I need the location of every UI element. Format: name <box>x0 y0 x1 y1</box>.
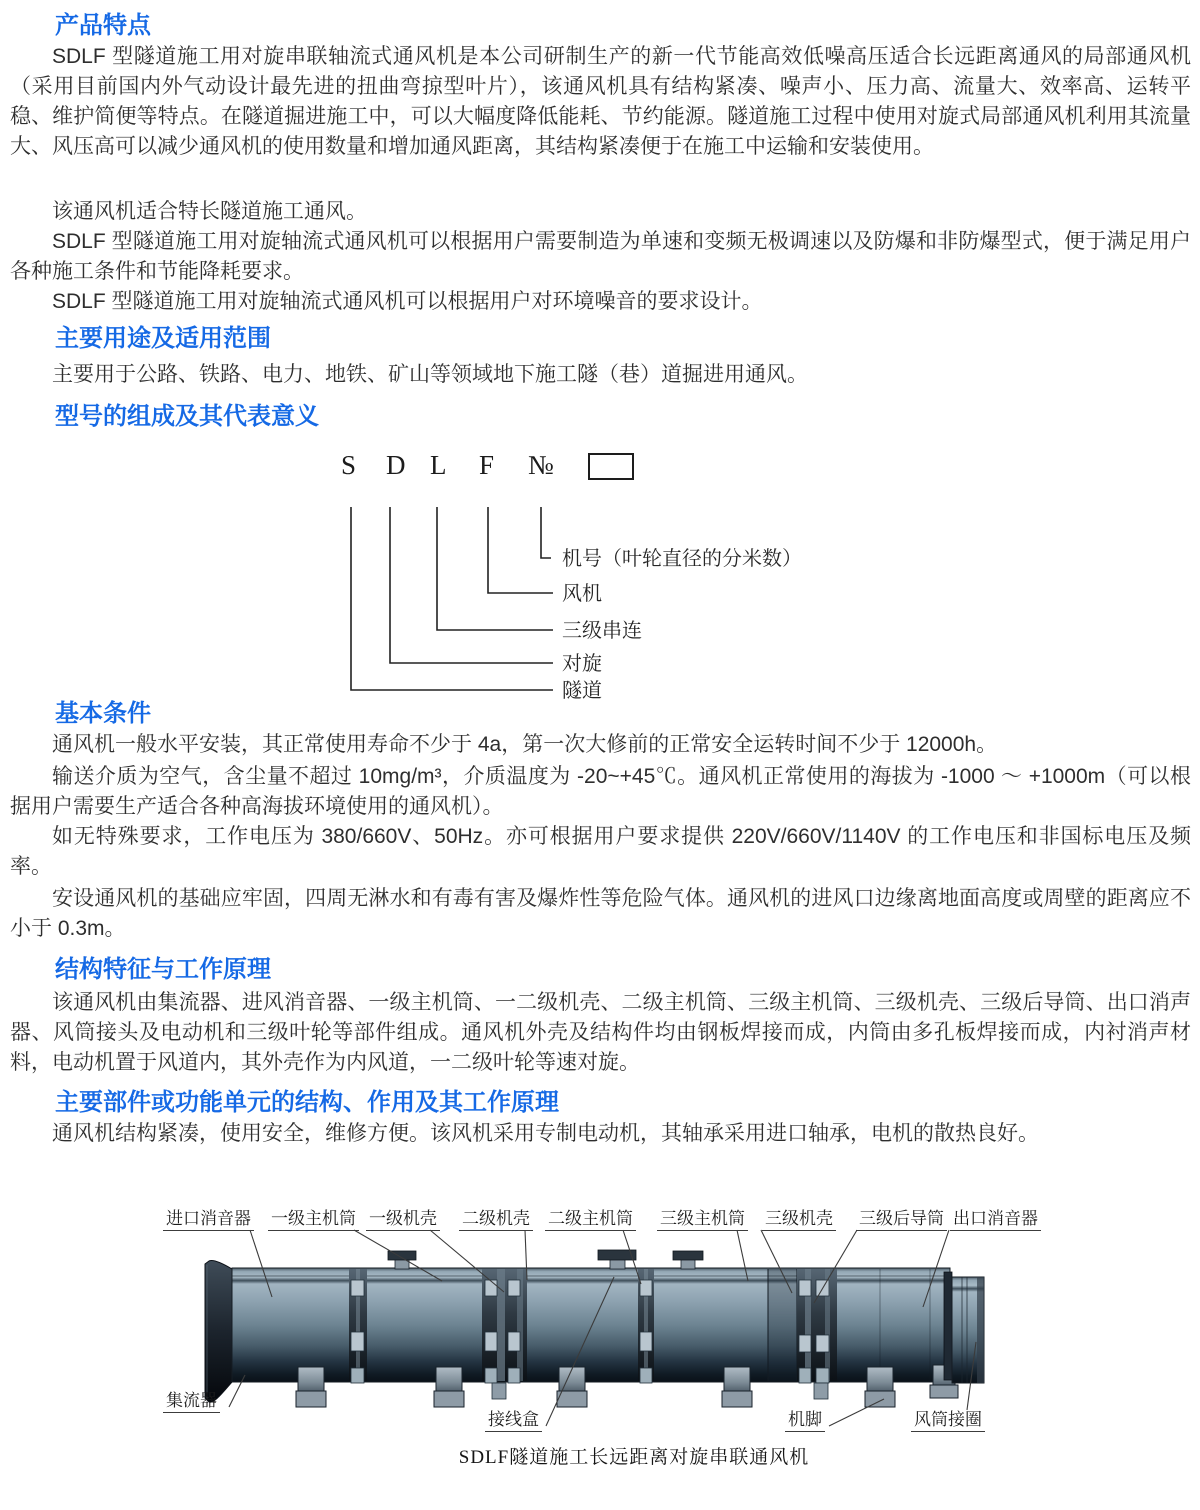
paragraph: 通风机一般水平安装，其正常使用寿命不少于 4a，第一次大修前的正常安全运转时间不少于 12000h。 <box>52 733 998 756</box>
connector-line-l <box>437 507 553 630</box>
label-collector: 集流器 <box>163 1390 220 1413</box>
paragraph: 主要用于公路、铁路、电力、地铁、矿山等领域地下施工隧（巷）道掘进用通风。 <box>52 363 808 386</box>
model-label-fan: 风机 <box>562 583 602 605</box>
paragraph: 通风机结构紧凑，使用安全，维修方便。该风机采用专制电动机，其轴承采用进口轴承，电机的散热良好。 <box>52 1122 1039 1145</box>
model-code-diagram <box>0 430 1200 702</box>
code-letter-s: S <box>341 450 357 480</box>
label-inlet-silencer: 进口消音器 <box>163 1208 254 1231</box>
section-heading-features: 产品特点 <box>55 12 151 39</box>
label-junction-box: 接线盒 <box>485 1409 542 1432</box>
paragraph: SDLF 型隧道施工用对旋轴流式通风机可以根据用户对环境噪音的要求设计。 <box>52 290 763 313</box>
outlet-transition <box>944 1272 952 1380</box>
fan-main-body <box>232 1268 950 1382</box>
connector-line-d <box>390 507 553 663</box>
label-stage2-main-tube: 二级主机筒 <box>545 1208 636 1231</box>
label-stage3-casing: 三级机壳 <box>762 1208 836 1231</box>
label-outlet-silencer: 出口消音器 <box>950 1208 1041 1231</box>
flange-band-1 <box>349 1269 367 1383</box>
fan-diagram-caption: SDLF隧道施工长远距离对旋串联通风机 <box>458 1447 810 1468</box>
paragraph: SDLF 型隧道施工用对旋轴流式通风机可以根据用户需要制造为单速和变频无极调速以及防爆和非防爆型式，便于满足用户各种施工条件和节能降耗要求。 <box>10 230 1191 283</box>
paragraph: 输送介质为空气，含尘量不超过 10mg/m³，介质温度为 -20~+45℃。通风机正常使用的海拔为 -1000 ～ +1000m（可以根据用户需要生产适合各种高海拔环境使用的通风机）。 <box>10 765 1191 818</box>
fan-technical-drawing <box>0 1185 1200 1490</box>
code-letter-l: L <box>430 450 447 480</box>
label-stage1-casing: 一级机壳 <box>366 1208 440 1231</box>
paragraph: 该通风机由集流器、进风消音器、一级主机筒、一二级机壳、二级主机筒、三级主机筒、三级机壳、三级后导筒、出口消声器、风筒接头及电动机和三级叶轮等部件组成。通风机外壳及结构件均由钢板焊接而成，内筒由多孔板焊接而成，内衬消声材料，电动机置于风道内，其外壳作为内风道，一二级叶轮等速对旋。 <box>10 991 1191 1074</box>
flange-band-2 <box>482 1269 527 1399</box>
connector-line-no <box>541 507 551 558</box>
model-size-box <box>588 453 634 480</box>
section-heading-components: 主要部件或功能单元的结构、作用及其工作原理 <box>55 1089 559 1116</box>
collector-bell <box>205 1260 232 1402</box>
paragraph: 如无特殊要求，工作电压为 380/660V、50Hz。亦可根据用户要求提供 220V/660V/1140V 的工作电压和非国标电压及频率。 <box>10 825 1191 878</box>
paragraph: 该通风机适合特长隧道施工通风。 <box>52 200 367 223</box>
label-stage3-main-tube: 三级主机筒 <box>657 1208 748 1231</box>
label-rear-guide-tube: 三级后导筒 <box>856 1208 947 1231</box>
flange-band-3 <box>638 1269 654 1383</box>
label-stage2-casing: 二级机壳 <box>459 1208 533 1231</box>
section-heading-conditions: 基本条件 <box>55 700 151 727</box>
junction-boxes <box>388 1250 703 1269</box>
flange-band-4 <box>797 1269 837 1399</box>
connector-line-f <box>488 507 553 593</box>
label-stage1-main-tube: 一级主机筒 <box>268 1208 359 1231</box>
section-heading-structure: 结构特征与工作原理 <box>55 956 271 983</box>
paragraph: SDLF 型隧道施工用对旋串联轴流式通风机是本公司研制生产的新一代节能高效低噪高压适合长远距离通风的局部通风机（采用目前国内外气动设计最先进的扭曲弯掠型叶片），该通风机具有结构紧凑、噪声小、压力高、流量大、效率高、运转平稳、维护简便等特点。在隧道掘进施工中，可以大幅度降低能耗、节约能源。隧道施工过程中使用对旋式局部通风机利用其流量大、风压高可以减少通风机的使用数量和增加通风距离，其结构紧凑便于在施工中运输和安装使用。 <box>10 45 1191 158</box>
model-label-3stage: 三级串连 <box>562 620 642 642</box>
code-letter-no: № <box>528 450 554 480</box>
model-label-size: 机号（叶轮直径的分米数） <box>562 548 802 570</box>
model-label-contra: 对旋 <box>562 653 602 675</box>
label-duct-ring: 风筒接圈 <box>911 1409 985 1432</box>
paragraph: 安设通风机的基础应牢固，四周无淋水和有毒有害及爆炸性等危险气体。通风机的进风口边缘离地面高度或周壁的距离应不小于 0.3m。 <box>10 887 1191 940</box>
section-heading-model-code: 型号的组成及其代表意义 <box>55 403 319 430</box>
stage3-casing-ring <box>768 1269 797 1381</box>
label-machine-foot: 机脚 <box>785 1409 825 1432</box>
code-letter-f: F <box>479 450 495 480</box>
section-heading-usage: 主要用途及适用范围 <box>55 325 271 352</box>
model-label-tunnel: 隧道 <box>562 680 602 702</box>
code-letter-d: D <box>386 450 406 480</box>
